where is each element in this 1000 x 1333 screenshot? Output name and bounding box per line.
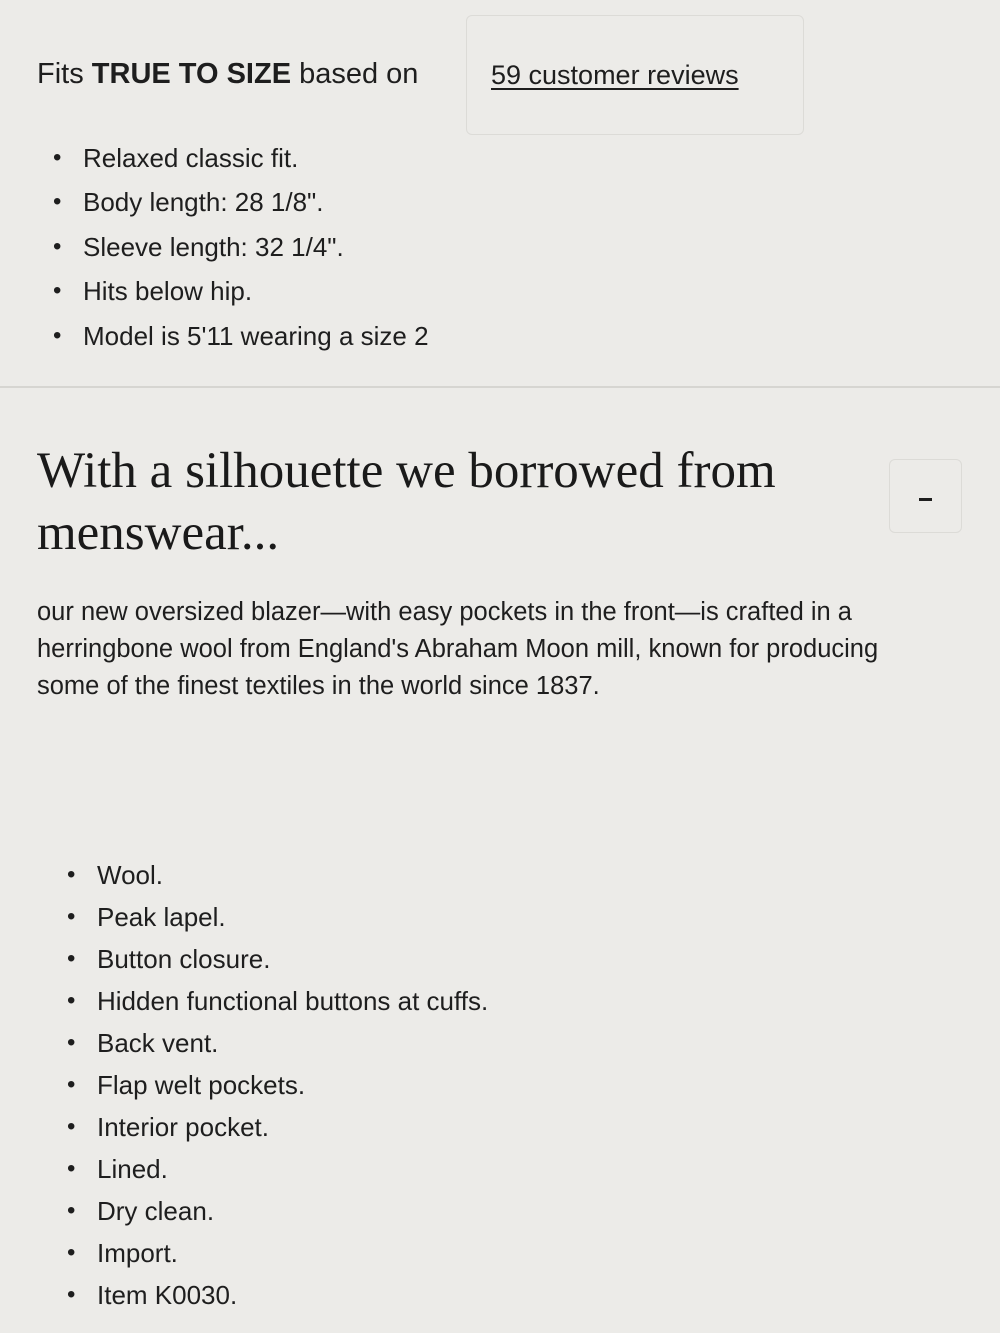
collapse-label (926, 496, 927, 497)
fit-details-list (0, 136, 429, 358)
product-headline: With a silhouette we borrowed from menswear... (37, 443, 776, 561)
feature-item: • Flap welt pockets. (0, 1064, 488, 1106)
feature-item: • Wool. (0, 854, 488, 896)
feature-item: • Dry clean. (0, 1190, 488, 1232)
fit-suffix: based on (299, 58, 419, 90)
fit-emphasis: TRUE TO SIZE (91, 58, 292, 90)
fit-detail-item: • Relaxed classic fit. (0, 136, 429, 180)
collapse-button[interactable] (889, 459, 962, 533)
fit-section (0, 0, 1000, 386)
feature-item: • Import. (0, 1232, 488, 1274)
fit-detail-item: • Hits below hip. (0, 269, 429, 313)
section-divider (0, 386, 1000, 388)
fit-detail-item: • Sleeve length: 32 1/4". (0, 225, 429, 269)
feature-item: • Back vent. (0, 1022, 488, 1064)
product-description: our new oversized blazer—with easy pockets in the front—is crafted in a herringbone wool from England's Abraham Moon mill, known for producing some of the finest textiles in the world since 1837. (37, 598, 879, 700)
feature-item: • Lined. (0, 1148, 488, 1190)
feature-item: • Peak lapel. (0, 896, 488, 938)
product-features-list (0, 854, 488, 1316)
fit-summary (37, 52, 418, 96)
fit-detail-item: • Body length: 28 1/8". (0, 180, 429, 224)
feature-item: • Item K0030. (0, 1274, 488, 1316)
fit-detail-item: • Model is 5'11 wearing a size 2 (0, 314, 429, 358)
feature-item: • Hidden functional buttons at cuffs. (0, 980, 488, 1022)
feature-item: • Button closure. (0, 938, 488, 980)
feature-item: • Interior pocket. (0, 1106, 488, 1148)
customer-reviews-link[interactable]: 59 customer reviews (491, 60, 739, 90)
fit-prefix: Fits (37, 58, 84, 90)
minus-icon (919, 498, 932, 501)
